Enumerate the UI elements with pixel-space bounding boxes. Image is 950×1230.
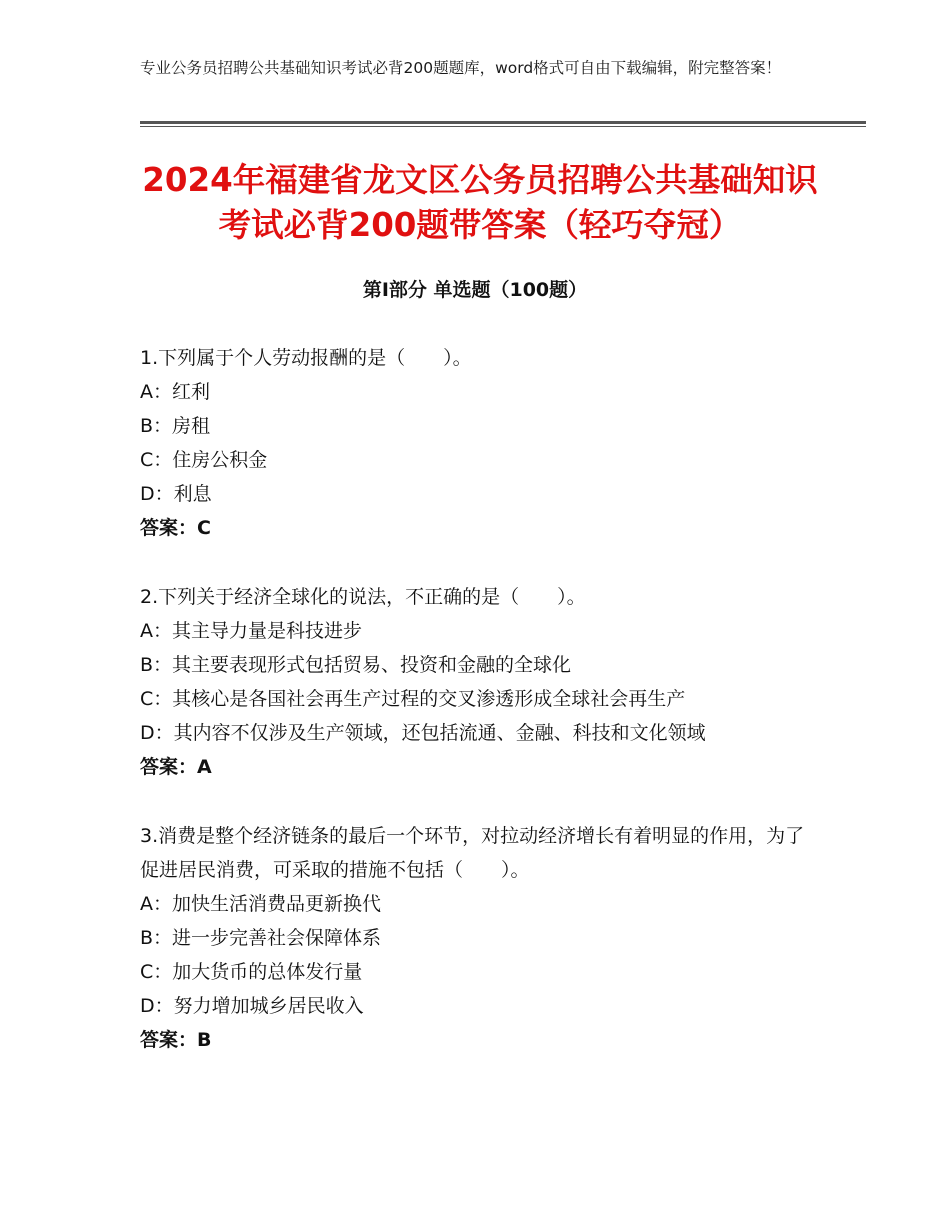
answer-line: 答案：A bbox=[140, 756, 212, 778]
option-b: B：其主要表现形式包括贸易、投资和金融的全球化 bbox=[140, 654, 572, 676]
question-stem: 2.下列关于经济全球化的说法，不正确的是（ ）。 bbox=[140, 586, 586, 608]
option-d: D：其内容不仅涉及生产领域，还包括流通、金融、科技和文化领域 bbox=[140, 722, 706, 744]
document-title: 2024年福建省龙文区公务员招聘公共基础知识考试必背200题带答案（轻巧夺冠） bbox=[142, 161, 818, 244]
header-note: 专业公务员招聘公共基础知识考试必背200题题库，word格式可自由下载编辑，附完整答案！ bbox=[140, 59, 782, 77]
option-c: C：加大货币的总体发行量 bbox=[140, 961, 363, 983]
option-c: C：住房公积金 bbox=[140, 449, 268, 471]
header-rule-thick bbox=[140, 121, 866, 124]
question-stem: 3.消费是整个经济链条的最后一个环节，对拉动经济增长有着明显的作用，为了促进居民消费，可采取的措施不包括（ ）。 bbox=[140, 825, 805, 881]
question-1 bbox=[140, 341, 820, 545]
answer-line: 答案：C bbox=[140, 517, 211, 539]
option-c: C：其核心是各国社会再生产过程的交叉渗透形成全球社会再生产 bbox=[140, 688, 686, 710]
question-stem: 1.下列属于个人劳动报酬的是（ ）。 bbox=[140, 347, 472, 369]
header-rule-thin bbox=[140, 126, 866, 127]
option-a: A：红利 bbox=[140, 381, 210, 403]
option-b: B：房租 bbox=[140, 415, 211, 437]
question-2 bbox=[140, 580, 820, 784]
option-a: A：其主导力量是科技进步 bbox=[140, 620, 362, 642]
option-d: D：利息 bbox=[140, 483, 212, 505]
answer-line: 答案：B bbox=[140, 1029, 212, 1051]
option-a: A：加快生活消费品更新换代 bbox=[140, 893, 381, 915]
question-3 bbox=[140, 819, 820, 1057]
section-heading: 第Ⅰ部分 单选题（100题） bbox=[362, 279, 588, 301]
option-d: D：努力增加城乡居民收入 bbox=[140, 995, 364, 1017]
option-b: B：进一步完善社会保障体系 bbox=[140, 927, 382, 949]
